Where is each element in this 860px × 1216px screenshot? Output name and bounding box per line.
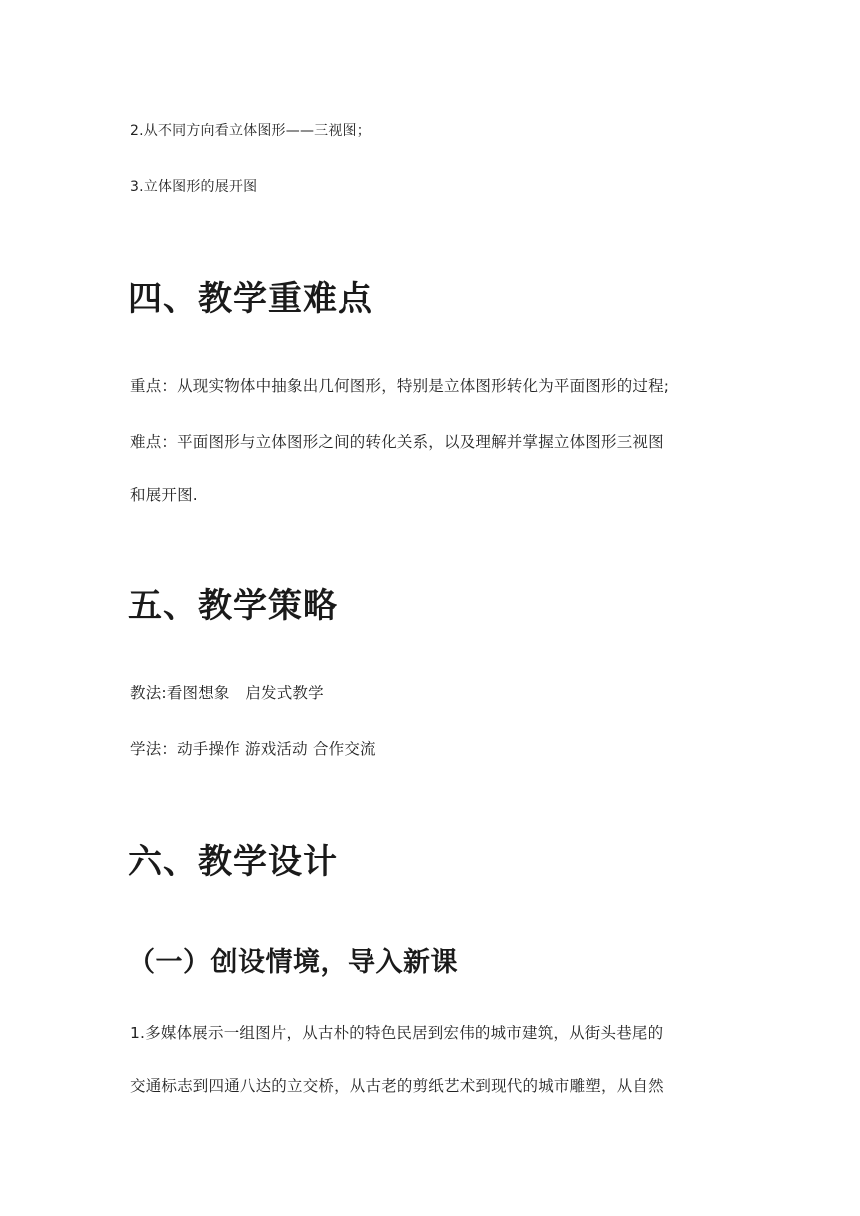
section-heading-key-difficult-points: 四、教学重难点 xyxy=(128,279,373,319)
key-point-text: 重点：从现实物体中抽象出几何图形，特别是立体图形转化为平面图形的过程; xyxy=(130,377,670,395)
paragraph-line-2: 交通标志到四通八达的立交桥，从古老的剪纸艺术到现代的城市雕塑，从自然 xyxy=(130,1077,664,1095)
teaching-method-text: 教法:看图想象 启发式教学 xyxy=(130,684,324,702)
learning-method-text: 学法：动手操作 游戏活动 合作交流 xyxy=(130,740,376,758)
list-item-unfolded-diagram: 3.立体图形的展开图 xyxy=(130,179,258,195)
section-heading-teaching-strategy: 五、教学策略 xyxy=(128,586,338,626)
subsection-heading-create-situation: （一）创设情境，导入新课 xyxy=(128,947,458,978)
list-item-three-views: 2.从不同方向看立体图形——三视图； xyxy=(130,123,371,139)
difficulty-text-line-1: 难点：平面图形与立体图形之间的转化关系，以及理解并掌握立体图形三视图 xyxy=(130,433,664,451)
difficulty-text-line-2: 和展开图. xyxy=(130,486,198,504)
section-heading-teaching-design: 六、教学设计 xyxy=(128,842,338,882)
paragraph-line-1: 1.多媒体展示一组图片，从古朴的特色民居到宏伟的城市建筑，从街头巷尾的 xyxy=(130,1024,664,1042)
